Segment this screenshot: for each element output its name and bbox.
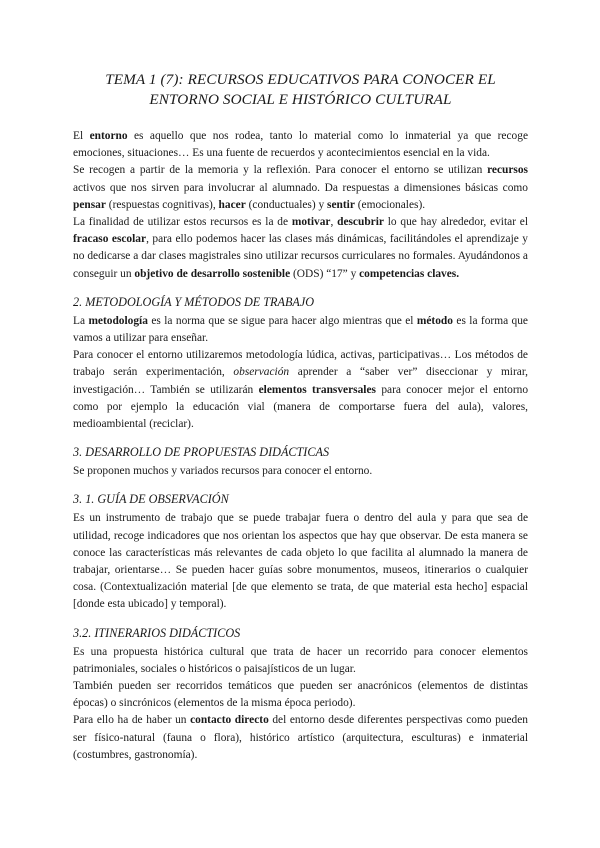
section-3-2-paragraph-3: Para ello ha de haber un contacto directo del entorno desde diferentes perspectivas como pueden ser físico-natural (fauna o flora), histórico artístico (arquitectura, esculturas) e inmaterial (costumbres, gastronomía). [73,714,528,761]
section-3-2-paragraph-2: También pueden ser recorridos temáticos que pueden ser anacrónicos (elementos de distintas épocas) o sincrónicos (elementos de la misma época periodo). [73,680,528,710]
term-fracaso-escolar: fracaso escolar [73,233,147,246]
section-2-heading: 2. METODOLOGÍA Y MÉTODOS DE TRABAJO [73,294,315,309]
term-elementos-transversales: elementos transversales [258,383,376,396]
section-2-paragraph-2: Para conocer el entorno utilizaremos metodología lúdica, activas, participativas… Los métodos de trabajo serán experimentación, observación aprender a “saber ver” diseccionar y mirar, investigación… También se utilizarán elementos transversales para conocer mejor el entorno como por ejemplo la educación vial (manera de comportarse fuera del aula), valores, medioambiental (reciclar). [73,349,529,431]
term-contacto-directo: contacto directo [190,714,269,727]
term-motivar: motivar [291,216,331,229]
term-recursos: recursos [487,164,528,177]
intro-paragraph-1: El entorno es aquello que nos rodea, tanto lo material como lo inmaterial ya que recoge emociones, situaciones… Es una fuente de recuerdos y acontecimientos esencial en la vida. [73,130,528,160]
term-sentir: sentir [327,198,355,211]
term-descubrir: descubrir [337,216,384,229]
section-3-1-paragraph-1: Es un instrumento de trabajo que se puede trabajar fuera o dentro del aula y para que sea de utilidad, recoge indicadores que nos orientan los aspectos que hay que observar. De esta manera se conoce las características más relevantes de cada objeto lo que facilita al alumnado la manera de trabajar, orientarse… Se pueden hacer guías sobre monumentos, museos, itinerarios o cualquier cosa. (Contextualización material [de que elemento se trata, de que material esta hecho] espacial [donde esta ubicado] y temporal). [73,512,528,611]
title-line-1: TEMA 1 (7): RECURSOS EDUCATIVOS PARA CONOCER EL [105,71,496,88]
term-metodo: método [416,314,453,327]
term-hacer: hacer [218,198,246,211]
section-3-paragraph-1: Se proponen muchos y variados recursos para conocer el entorno. [73,465,373,478]
document-title [73,70,528,110]
section-3-2-paragraph-1: Es una propuesta histórica cultural que trata de hacer un recorrido para conocer elementos patrimoniales, sociales o históricos o paisajísticos de un lugar. [73,645,528,675]
intro-paragraph-2: Se recogen a partir de la memoria y la reflexión. Para conocer el entorno se utilizan recursos activos que nos sirven para involucrar al alumnado. Da respuestas a dimensiones básicas como pensar (respuestas cognitivas), hacer (conductuales) y sentir (emocionales). [73,164,528,211]
intro-paragraph-3: La finalidad de utilizar estos recursos es la de motivar, descubrir lo que hay alrededor, evitar el fracaso escolar, para ello podemos hacer las clases más dinámicas, facilitándoles el aprendizaje y no dedicarse a dar clases magistrales sino utilizar recursos curriculares no formales. Ayudándonos a conseguir un objetivo de desarrollo sostenible (ODS) “17” y competencias claves. [73,216,528,280]
term-pensar: pensar [73,198,106,211]
term-ods: objetivo de desarrollo sostenible [134,267,291,280]
section-3-2-heading: 3.2. ITINERARIOS DIDÁCTICOS [73,625,241,640]
term-metodologia: metodología [88,314,148,327]
term-observacion: observación [233,366,290,379]
term-competencias: competencias claves. [359,267,460,280]
term-entorno: entorno [89,130,128,142]
section-3-1-heading: 3. 1. GUÍA DE OBSERVACIÓN [73,492,229,507]
section-2-paragraph-1: La metodología es la norma que se sigue para hacer algo mientras que el método es la forma que vamos a utilizar para enseñar. [73,314,528,345]
section-3-heading: 3. DESARROLLO DE PROPUESTAS DIDÁCTICAS [73,445,330,460]
title-line-2: ENTORNO SOCIAL E HISTÓRICO CULTURAL [149,91,452,108]
